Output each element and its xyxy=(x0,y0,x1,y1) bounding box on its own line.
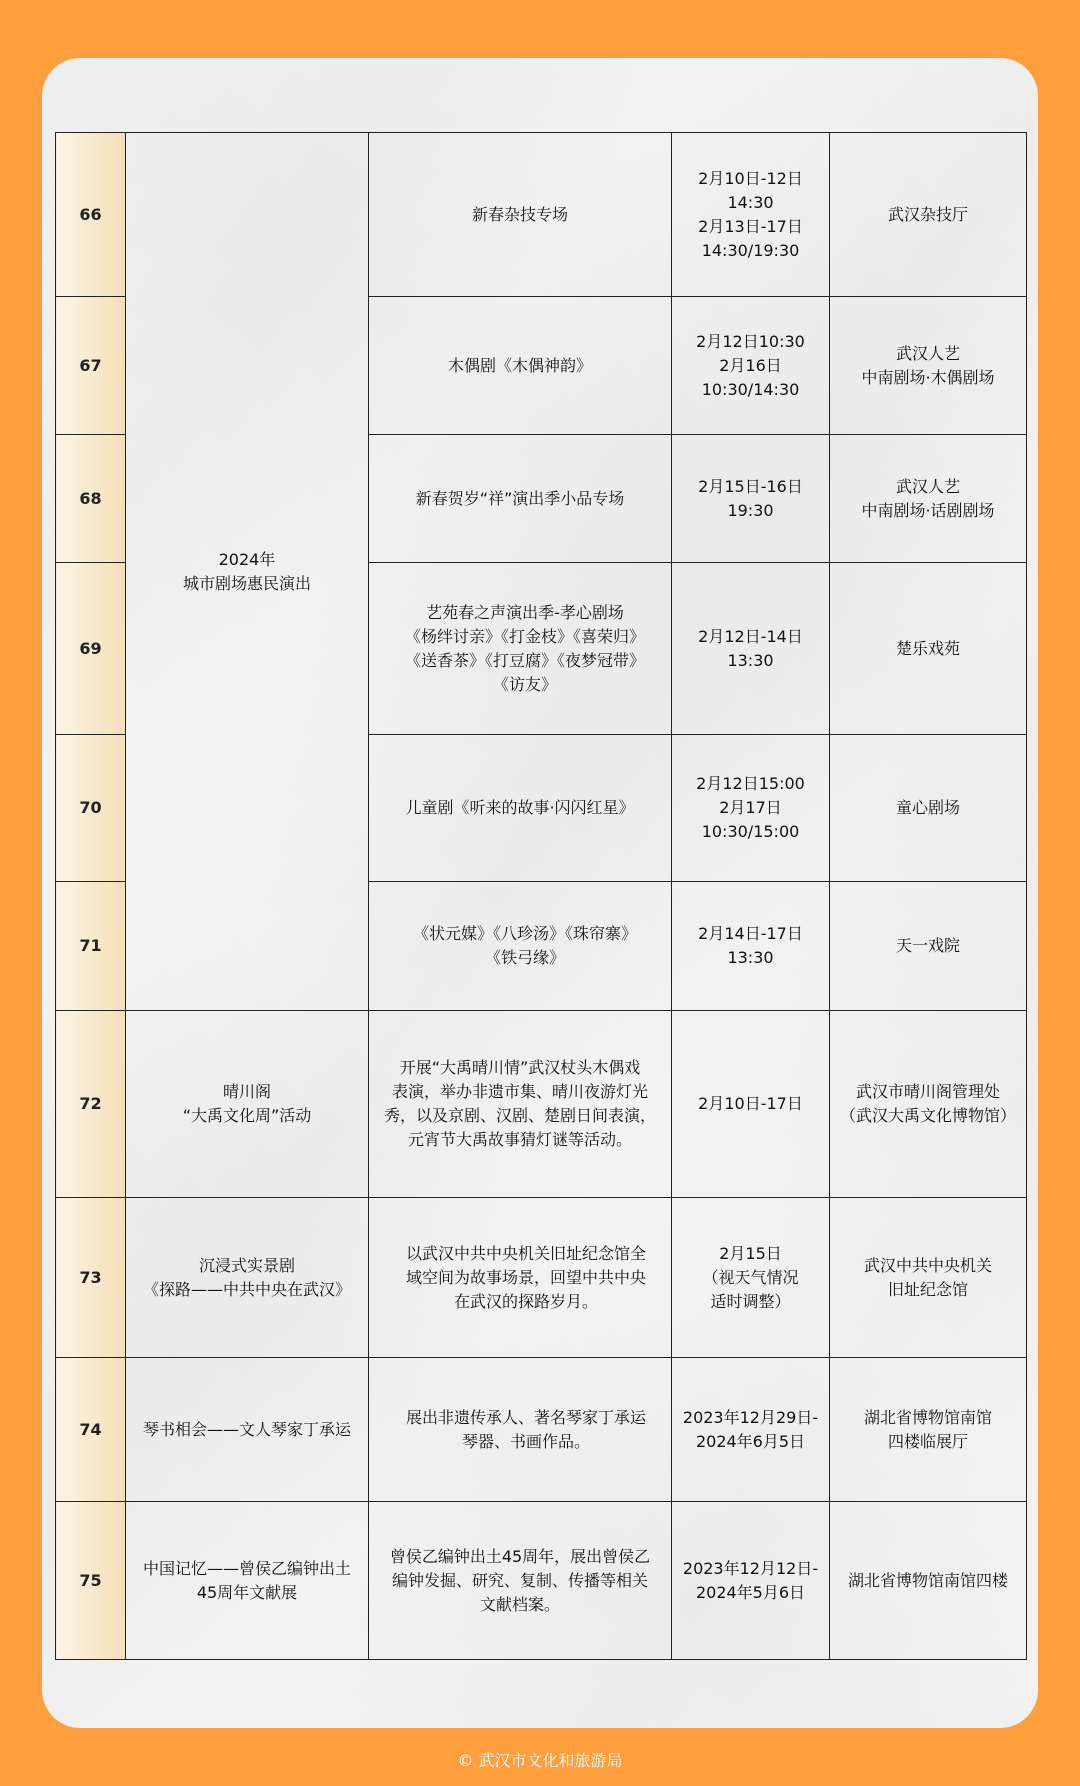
content-line: 表演，举办非遗市集、晴川夜游灯光 xyxy=(391,1082,648,1101)
group-name-line: 2024年 xyxy=(218,549,276,569)
time-line: 2月14日-17日 xyxy=(698,924,803,943)
time-cell xyxy=(672,297,830,435)
content-line: 秀，以及京剧、汉剧、楚剧日间表演， xyxy=(383,1106,656,1125)
program-cell xyxy=(369,133,672,297)
venue-cell xyxy=(830,1358,1027,1502)
time-line: 2月12日10:30 xyxy=(696,331,805,351)
time-line: 14:30/19:30 xyxy=(701,240,800,260)
venue-line: 武汉杂技厅 xyxy=(887,204,968,224)
time-line: 2月15日 xyxy=(719,1243,782,1263)
venue-line: 四楼临展厅 xyxy=(887,1431,968,1451)
row-number: 68 xyxy=(56,435,126,563)
name-line: 中国记忆——曾侯乙编钟出土 xyxy=(142,1558,351,1578)
table-row xyxy=(56,1198,1027,1358)
name-line: 45周年文献展 xyxy=(196,1582,298,1602)
row-number: 71 xyxy=(56,882,126,1011)
name-line: 琴书相会——文人琴家丁承运 xyxy=(142,1419,351,1439)
venue-line: 天一戏院 xyxy=(895,936,960,955)
time-line: 2月12日-14日 xyxy=(698,626,803,646)
content-line: 琴器、书画作品。 xyxy=(461,1431,590,1451)
time-line: 适时调整） xyxy=(710,1291,791,1311)
time-line: 13:30 xyxy=(727,948,774,967)
venue-cell xyxy=(830,133,1027,297)
program-line: 新春贺岁“祥”演出季小品专场 xyxy=(415,488,625,508)
time-cell xyxy=(672,1502,830,1660)
program-line: 新春杂技专场 xyxy=(471,204,568,224)
venue-cell xyxy=(830,297,1027,435)
venue-cell xyxy=(830,1502,1027,1660)
time-line: 10:30/14:30 xyxy=(701,379,800,399)
venue-line: 中南剧场·木偶剧场 xyxy=(861,367,995,387)
venue-line: （武汉大禹文化博物馆） xyxy=(839,1106,1016,1125)
content-cell xyxy=(369,1011,672,1198)
group-name-cell xyxy=(126,133,369,1011)
row-number: 74 xyxy=(56,1358,126,1502)
activity-name-cell xyxy=(126,1011,369,1198)
content-line: 以武汉中共中央机关旧址纪念馆全 xyxy=(405,1243,646,1263)
venue-cell xyxy=(830,735,1027,882)
time-cell xyxy=(672,563,830,735)
program-cell xyxy=(369,435,672,563)
venue-cell xyxy=(830,563,1027,735)
row-number: 69 xyxy=(56,563,126,735)
table-row xyxy=(56,1358,1027,1502)
venue-line: 武汉中共中央机关 xyxy=(863,1255,992,1275)
venue-cell xyxy=(830,435,1027,563)
program-line: 《杨绊讨亲》《打金枝》《喜荣归》 xyxy=(404,626,645,646)
row-number: 75 xyxy=(56,1502,126,1660)
venue-line: 楚乐戏苑 xyxy=(895,638,960,658)
row-number: 66 xyxy=(56,133,126,297)
content-cell xyxy=(369,1502,672,1660)
time-line: 2月16日 xyxy=(719,355,782,375)
program-cell xyxy=(369,297,672,435)
content-line: 开展“大禹晴川情”武汉杖头木偶戏 xyxy=(399,1058,641,1077)
time-line: 14:30 xyxy=(727,192,774,212)
table-row xyxy=(56,1011,1027,1198)
time-line: 2月10日-12日 xyxy=(698,168,803,188)
row-number: 67 xyxy=(56,297,126,435)
program-line: 《状元媒》《八珍汤》《珠帘寨》 xyxy=(412,924,637,943)
venue-line: 武汉人艺 xyxy=(895,343,960,363)
activity-name-cell xyxy=(126,1358,369,1502)
time-line: 2023年12月29日- xyxy=(682,1407,819,1427)
venue-line: 中南剧场·话剧剧场 xyxy=(861,500,995,520)
venue-line: 旧址纪念馆 xyxy=(887,1279,968,1299)
time-cell xyxy=(672,735,830,882)
venue-line: 湖北省博物馆南馆四楼 xyxy=(847,1570,1008,1590)
program-cell xyxy=(369,563,672,735)
time-cell xyxy=(672,133,830,297)
time-cell xyxy=(672,882,830,1011)
activity-name-cell xyxy=(126,1198,369,1358)
time-line: 2024年6月5日 xyxy=(695,1431,806,1451)
venue-cell xyxy=(830,882,1027,1011)
content-cell xyxy=(369,1198,672,1358)
venue-cell xyxy=(830,1011,1027,1198)
row-number: 73 xyxy=(56,1198,126,1358)
copyright-footer: © 武汉市文化和旅游局 xyxy=(457,1751,623,1770)
program-line: 《铁弓缘》 xyxy=(484,948,565,967)
program-line: 艺苑春之声演出季-孝心剧场 xyxy=(426,602,624,622)
content-line: 元宵节大禹故事猜灯谜等活动。 xyxy=(407,1130,632,1149)
name-line: “大禹文化周”活动 xyxy=(182,1106,312,1125)
activity-name-cell xyxy=(126,1502,369,1660)
table-row xyxy=(56,133,1027,297)
time-line: 2月10日-17日 xyxy=(698,1094,803,1113)
content-line: 域空间为故事场景，回望中共中央 xyxy=(405,1267,646,1287)
time-cell xyxy=(672,1358,830,1502)
program-line: 《访友》 xyxy=(492,674,557,694)
content-line: 曾侯乙编钟出土45周年，展出曾侯乙 xyxy=(389,1546,651,1566)
row-number: 72 xyxy=(56,1011,126,1198)
group-name-line: 城市剧场惠民演出 xyxy=(182,573,311,593)
program-cell xyxy=(369,735,672,882)
venue-line: 武汉人艺 xyxy=(895,476,960,496)
time-line: 2023年12月12日- xyxy=(682,1558,819,1578)
venue-line: 武汉市晴川阁管理处 xyxy=(855,1082,1000,1101)
name-line: 《探路——中共中央在武汉》 xyxy=(142,1279,351,1299)
name-line: 晴川阁 xyxy=(222,1082,271,1101)
time-line: 2月15日-16日 xyxy=(698,476,803,496)
row-number: 70 xyxy=(56,735,126,882)
time-line: （视天气情况 xyxy=(702,1267,799,1287)
content-cell xyxy=(369,1358,672,1502)
time-line: 13:30 xyxy=(727,650,774,670)
time-cell xyxy=(672,1011,830,1198)
time-line: 2月13日-17日 xyxy=(698,216,803,236)
time-cell xyxy=(672,1198,830,1358)
time-line: 2月12日15:00 xyxy=(696,774,805,793)
program-line: 儿童剧《听来的故事·闪闪红星》 xyxy=(405,798,635,817)
activity-table xyxy=(55,132,1027,1660)
program-line: 木偶剧《木偶神韵》 xyxy=(447,355,592,375)
table-row xyxy=(56,1502,1027,1660)
time-line: 10:30/15:00 xyxy=(701,822,800,841)
time-line: 19:30 xyxy=(727,500,774,520)
content-line: 在武汉的探路岁月。 xyxy=(453,1291,598,1311)
venue-line: 童心剧场 xyxy=(895,798,960,817)
time-line: 2024年5月6日 xyxy=(695,1582,806,1602)
program-cell xyxy=(369,882,672,1011)
content-line: 编钟发掘、研究、复制、传播等相关 xyxy=(391,1570,648,1590)
program-line: 《送香茶》《打豆腐》《夜梦冠带》 xyxy=(404,650,645,670)
venue-cell xyxy=(830,1198,1027,1358)
name-line: 沉浸式实景剧 xyxy=(198,1255,295,1275)
time-line: 2月17日 xyxy=(719,798,782,817)
time-cell xyxy=(672,435,830,563)
venue-line: 湖北省博物馆南馆 xyxy=(863,1407,992,1427)
content-line: 文献档案。 xyxy=(479,1594,560,1614)
content-line: 展出非遗传承人、著名琴家丁承运 xyxy=(405,1407,646,1427)
